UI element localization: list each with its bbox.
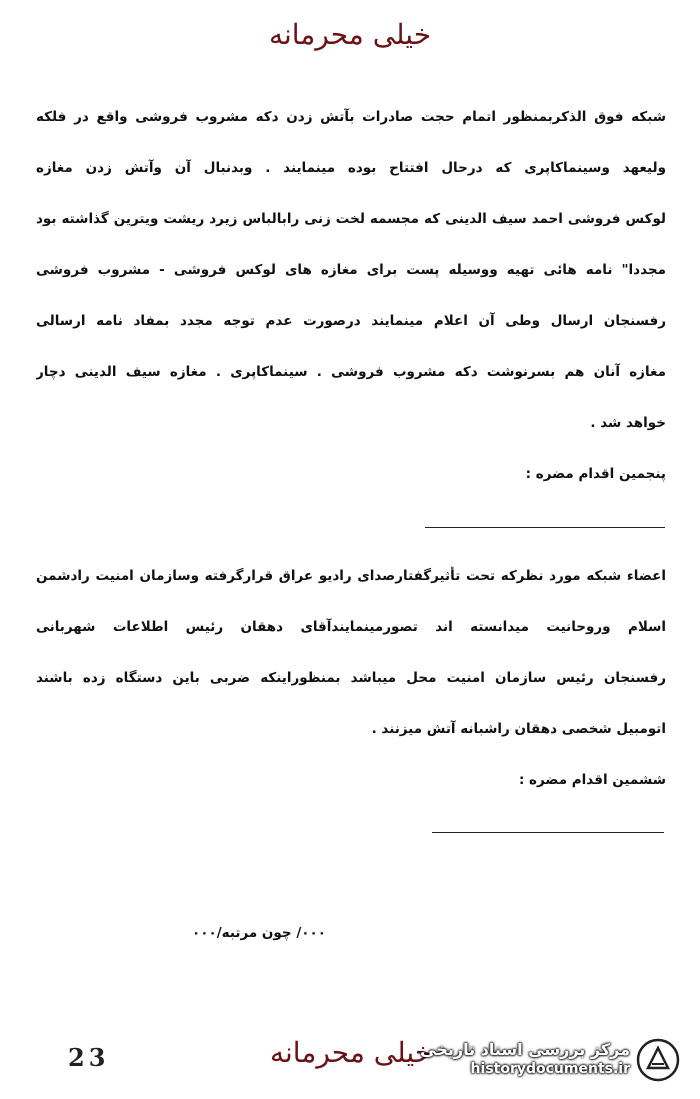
archive-watermark [420, 1040, 630, 1078]
body-line: ولیعهد وسینماکاپری که درحال افتتاح بوده مینمایند . وبدنبال آن وآتش زدن مغازه [36, 160, 666, 176]
body-line: رفسنجان ارسال وطی آن اعلام مینمایند درصورت عدم توجه مجدد بمفاد نامه ارسالی [36, 313, 666, 329]
section-heading: ششمین اقدام مضره : [518, 772, 666, 788]
archive-logo-icon [636, 1038, 680, 1082]
body-line: شبکه فوق الذکربمنظور اتمام حجت صادرات بآتش زدن دکه مشروب فروشی واقع در فلکه [36, 109, 666, 125]
section-divider [425, 527, 665, 528]
body-line: مغازه آنان هم بسرنوشت دکه مشروب فروشی . سینماکاپری . مغازه سیف الدینی دچار [36, 364, 666, 380]
document-body [36, 104, 666, 971]
body-line-blank [36, 818, 666, 869]
page-number: 23 [68, 1043, 110, 1072]
watermark-name: مرکز بررسی اسناد تاریخی [420, 1040, 630, 1059]
section-heading: پنجمین اقدام مضره : [525, 466, 666, 482]
watermark-url: historydocuments.ir [470, 1061, 630, 1077]
continuation-note: ۰۰۰/ چون مرتبه/۰۰۰ [192, 925, 326, 941]
body-line: مجددا" نامه هائی تهیه ووسیله پست برای مغازه های لوکس فروشی - مشروب فروشی [36, 262, 666, 278]
section-divider [432, 832, 664, 833]
body-line: اسلام وروحانیت میدانسته اند تصورمینمایندآقای دهقان رئیس اطلاعات شهربانی [36, 619, 666, 635]
body-line: لوکس فروشی احمد سیف الدینی که مجسمه لخت زنی رابالباس زیرد ریشت ویترین گذاشته بود [36, 211, 666, 227]
body-line-blank [36, 512, 666, 563]
classification-footer: خیلی محرمانه [270, 1036, 433, 1069]
body-line: اعضاء شبکه مورد نظرکه تحت تأثیرگفتارصدای رادیو عراق قرارگرفته وسازمان امنیت رادشمن [36, 568, 666, 584]
body-line: خواهد شد . [590, 415, 666, 431]
body-line: اتومبیل شخصی دهقان راشبانه آتش میزنند . [371, 721, 666, 737]
body-line: رفسنجان رئیس سازمان امنیت محل میباشد بمنظوراینکه ضربی باین دستگاه زده باشند [36, 670, 666, 686]
classification-header: خیلی محرمانه [268, 18, 432, 51]
body-line-blank [36, 869, 666, 920]
